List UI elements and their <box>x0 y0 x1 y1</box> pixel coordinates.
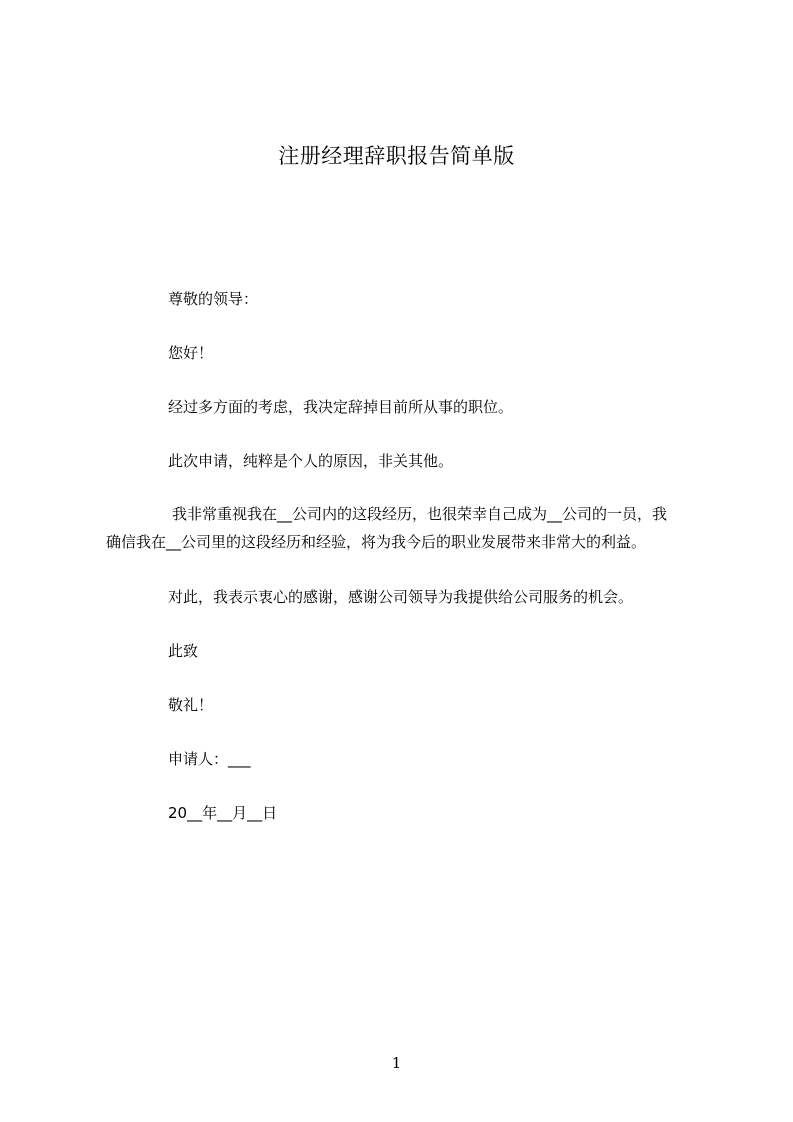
document-title: 注册经理辞职报告简单版 <box>278 144 515 168</box>
paragraph-decision: 经过多方面的考虑，我决定辞掉目前所从事的职位。 <box>168 398 514 416</box>
closing-line-1: 此致 <box>168 642 199 660</box>
closing-line-2: 敬礼！ <box>168 696 214 714</box>
paragraph-thanks: 对此，我表示衷心的感谢，感谢公司领导为我提供给公司服务的机会。 <box>168 588 634 606</box>
paragraph-experience <box>106 500 706 556</box>
letter-body <box>106 286 706 826</box>
page-number: 1 <box>391 1054 402 1072</box>
paragraph-reason: 此次申请，纯粹是个人的原因，非关其他。 <box>168 452 454 470</box>
applicant-line: 申请人：___ <box>168 750 251 768</box>
paragraph-experience-line-1: 我非常重视我在__公司内的这段经历，也很荣幸自己成为__公司的一员，我 <box>172 505 668 523</box>
paragraph-experience-line-2: 确信我在__公司里的这段经历和经验，将为我今后的职业发展带来非常大的利益。 <box>106 533 647 551</box>
greeting: 您好！ <box>168 344 214 362</box>
salutation: 尊敬的领导： <box>168 290 259 308</box>
date-line: 20__年__月__日 <box>168 804 278 822</box>
